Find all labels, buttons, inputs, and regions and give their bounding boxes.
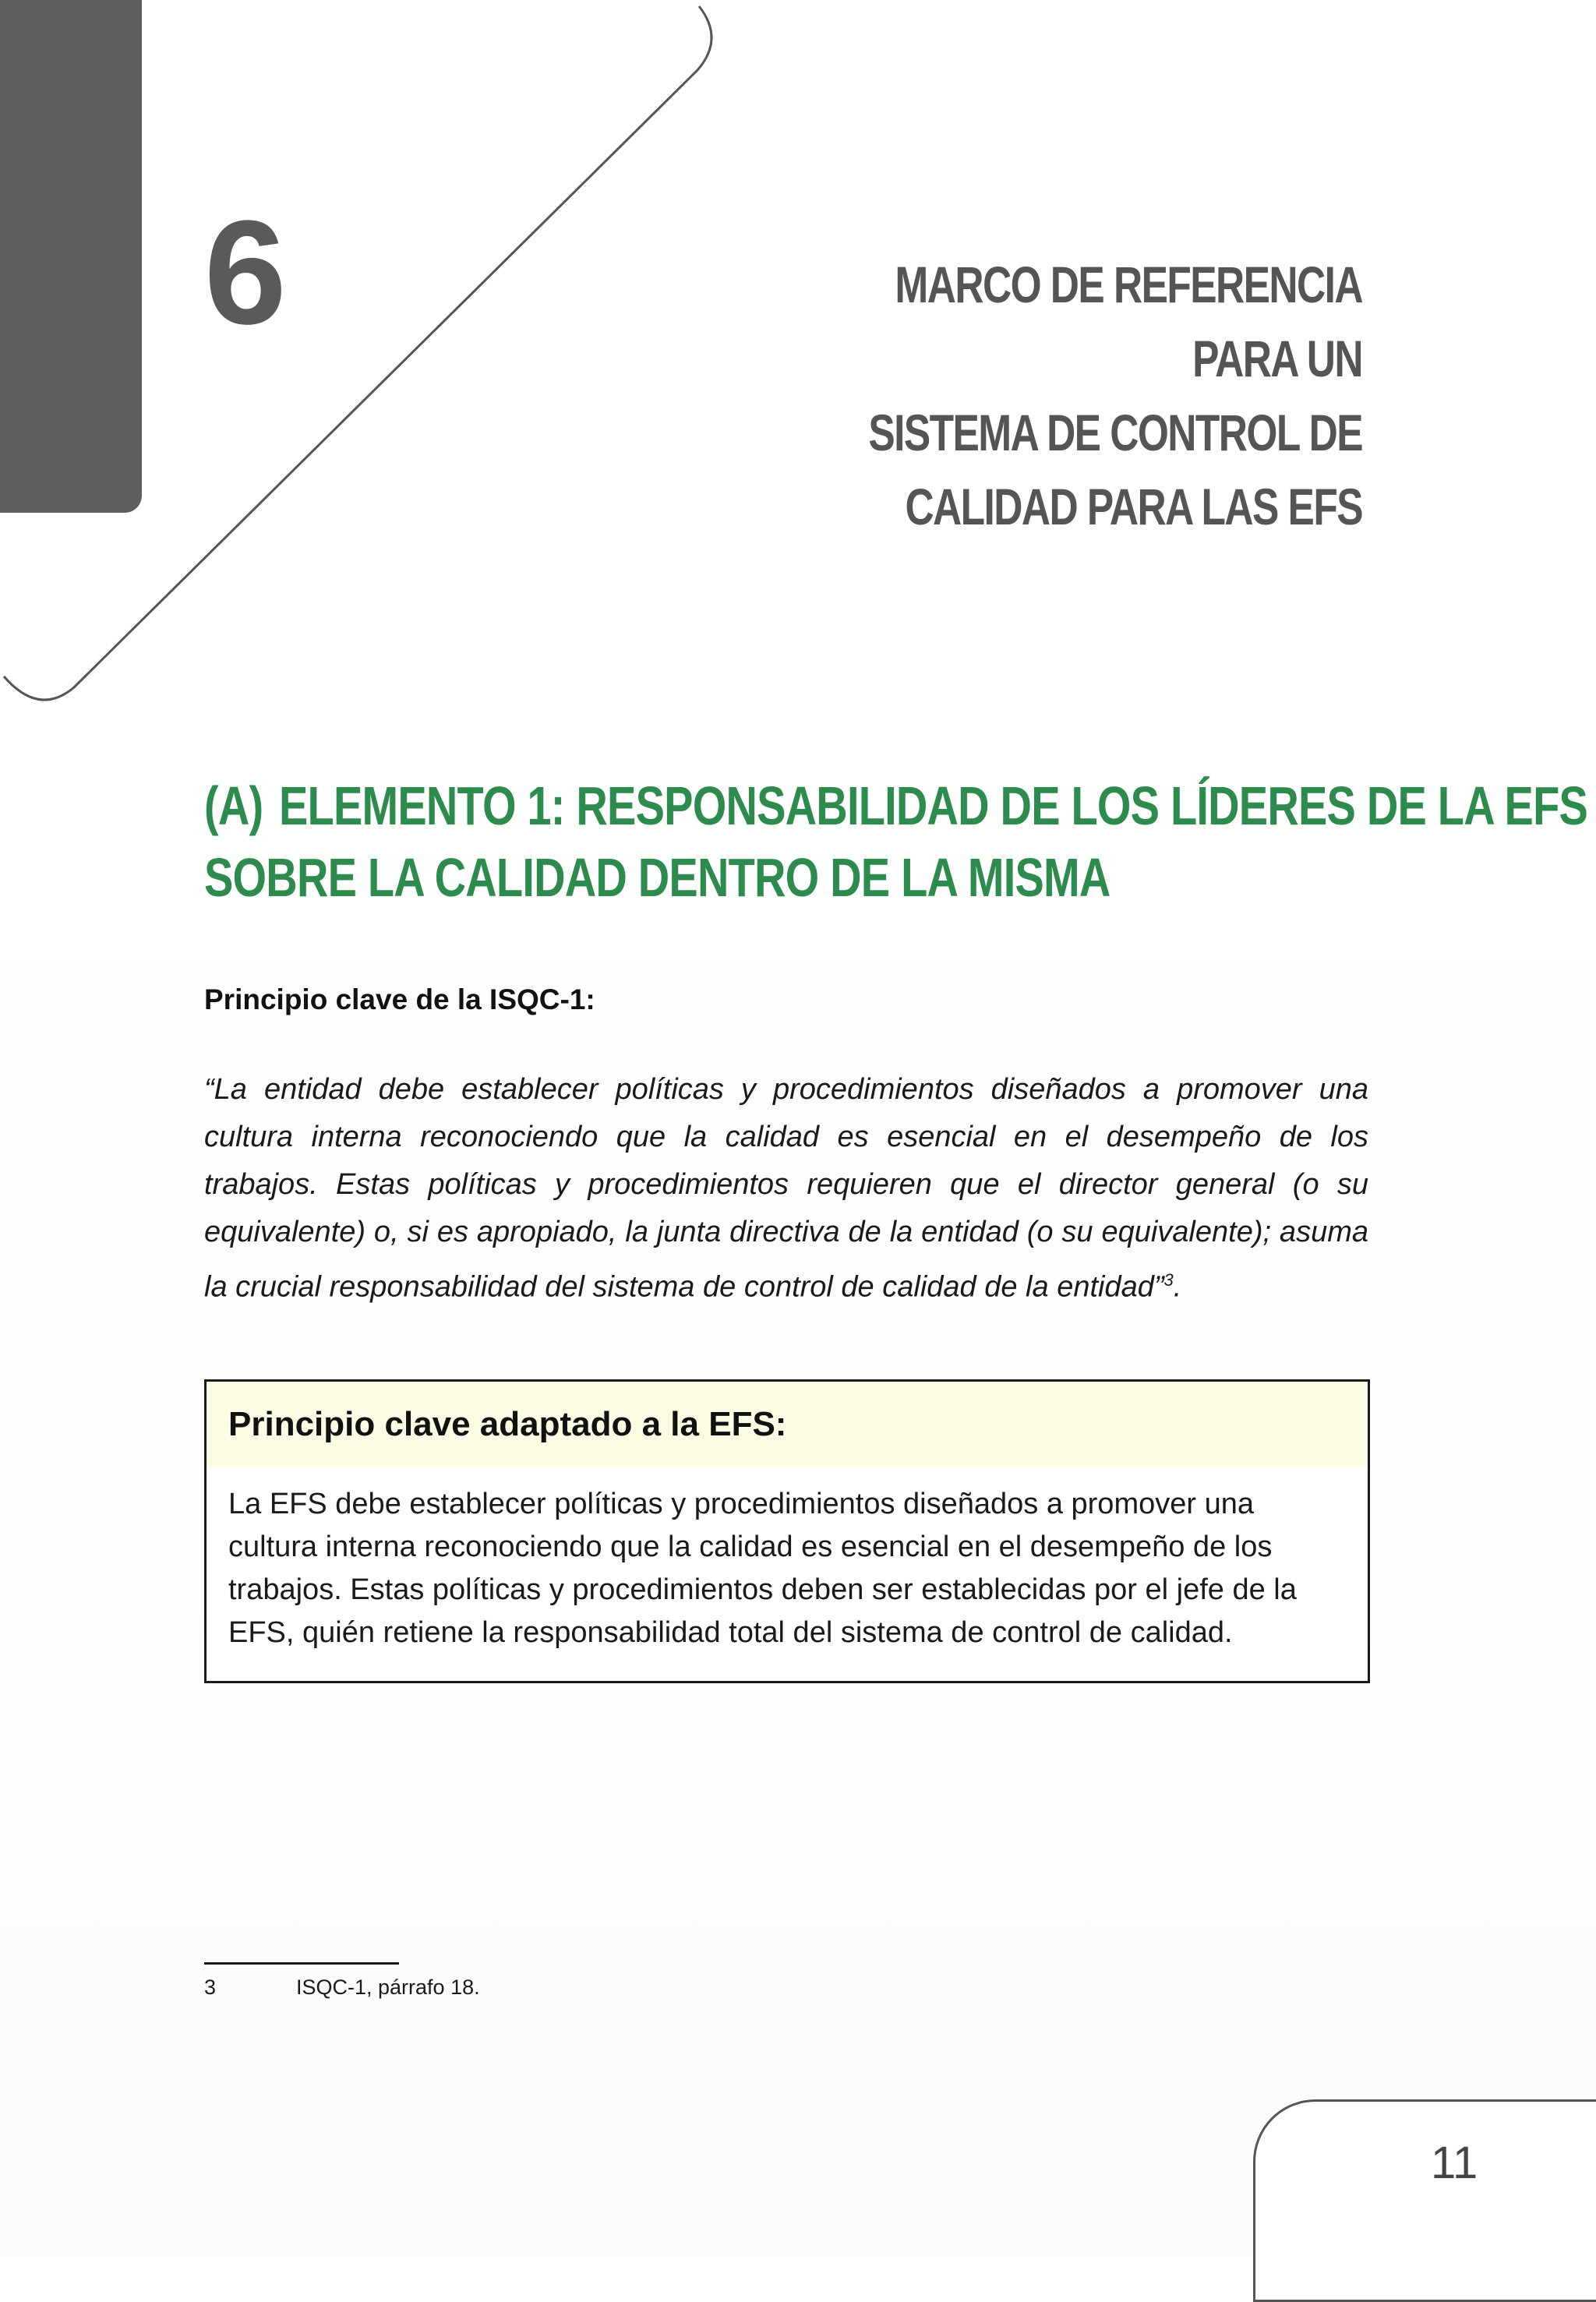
chapter-title-line: MARCO DE REFERENCIA PARA UN [895,256,1362,387]
footnote-reference[interactable]: 3 [1163,1270,1174,1290]
chapter-title [815,248,1362,544]
principle-label: Principio clave de la ISQC-1: [204,983,595,1015]
key-principle-box [204,1379,1370,1683]
principle-quote [204,1066,1368,1312]
footnote-divider [204,1962,399,1965]
chapter-title-line: SISTEMA DE CONTROL DE [868,404,1362,461]
footnote [204,1975,480,2000]
quote-end: . [1173,1270,1182,1304]
chapter-title-line: CALIDAD PARA LAS EFS [905,478,1362,535]
footnote-text: ISQC-1, párrafo 18. [296,1975,480,1999]
key-box-body: La EFS debe establecer políticas y procedimientos diseñados a promover una cultura interna reconociendo que la calidad es esencial en el desempeño de los trabajos. Estas políticas y procedimientos deben ser establecidas por el jefe de la EFS, quién retiene la responsabilidad total del sistema de control de calidad. [228,1488,1297,1649]
footnote-number: 3 [204,1975,217,1999]
section-heading-line-1 [204,770,1588,842]
key-box-title: Principio clave adaptado a la EFS: [207,1382,1368,1467]
section-heading [204,770,1588,913]
section-heading-text-1: ELEMENTO 1: RESPONSABILIDAD DE LOS LÍDERES DE LA EFS [279,775,1588,836]
quote-text: “La entidad debe establecer políticas y procedimientos diseñados a promover una cultura interna reconociendo que la calidad es esencial en el desempeño de los trabajos. Estas políticas y procedimientos requieren que el director general (o su equivalente) o, si es apropiado, la junta directiva de la entidad (o su equivalente); asuma la crucial responsabilidad del sistema de control de calidad de la entidad” [204,1073,1368,1304]
section-heading-line-2: SOBRE LA CALIDAD DENTRO DE LA MISMA [204,847,1110,908]
section-marker: (A) [204,775,263,836]
chapter-number: 6 [204,190,287,355]
page-number-tab [1253,2099,1596,2302]
page-number: 11 [1431,2138,1478,2188]
